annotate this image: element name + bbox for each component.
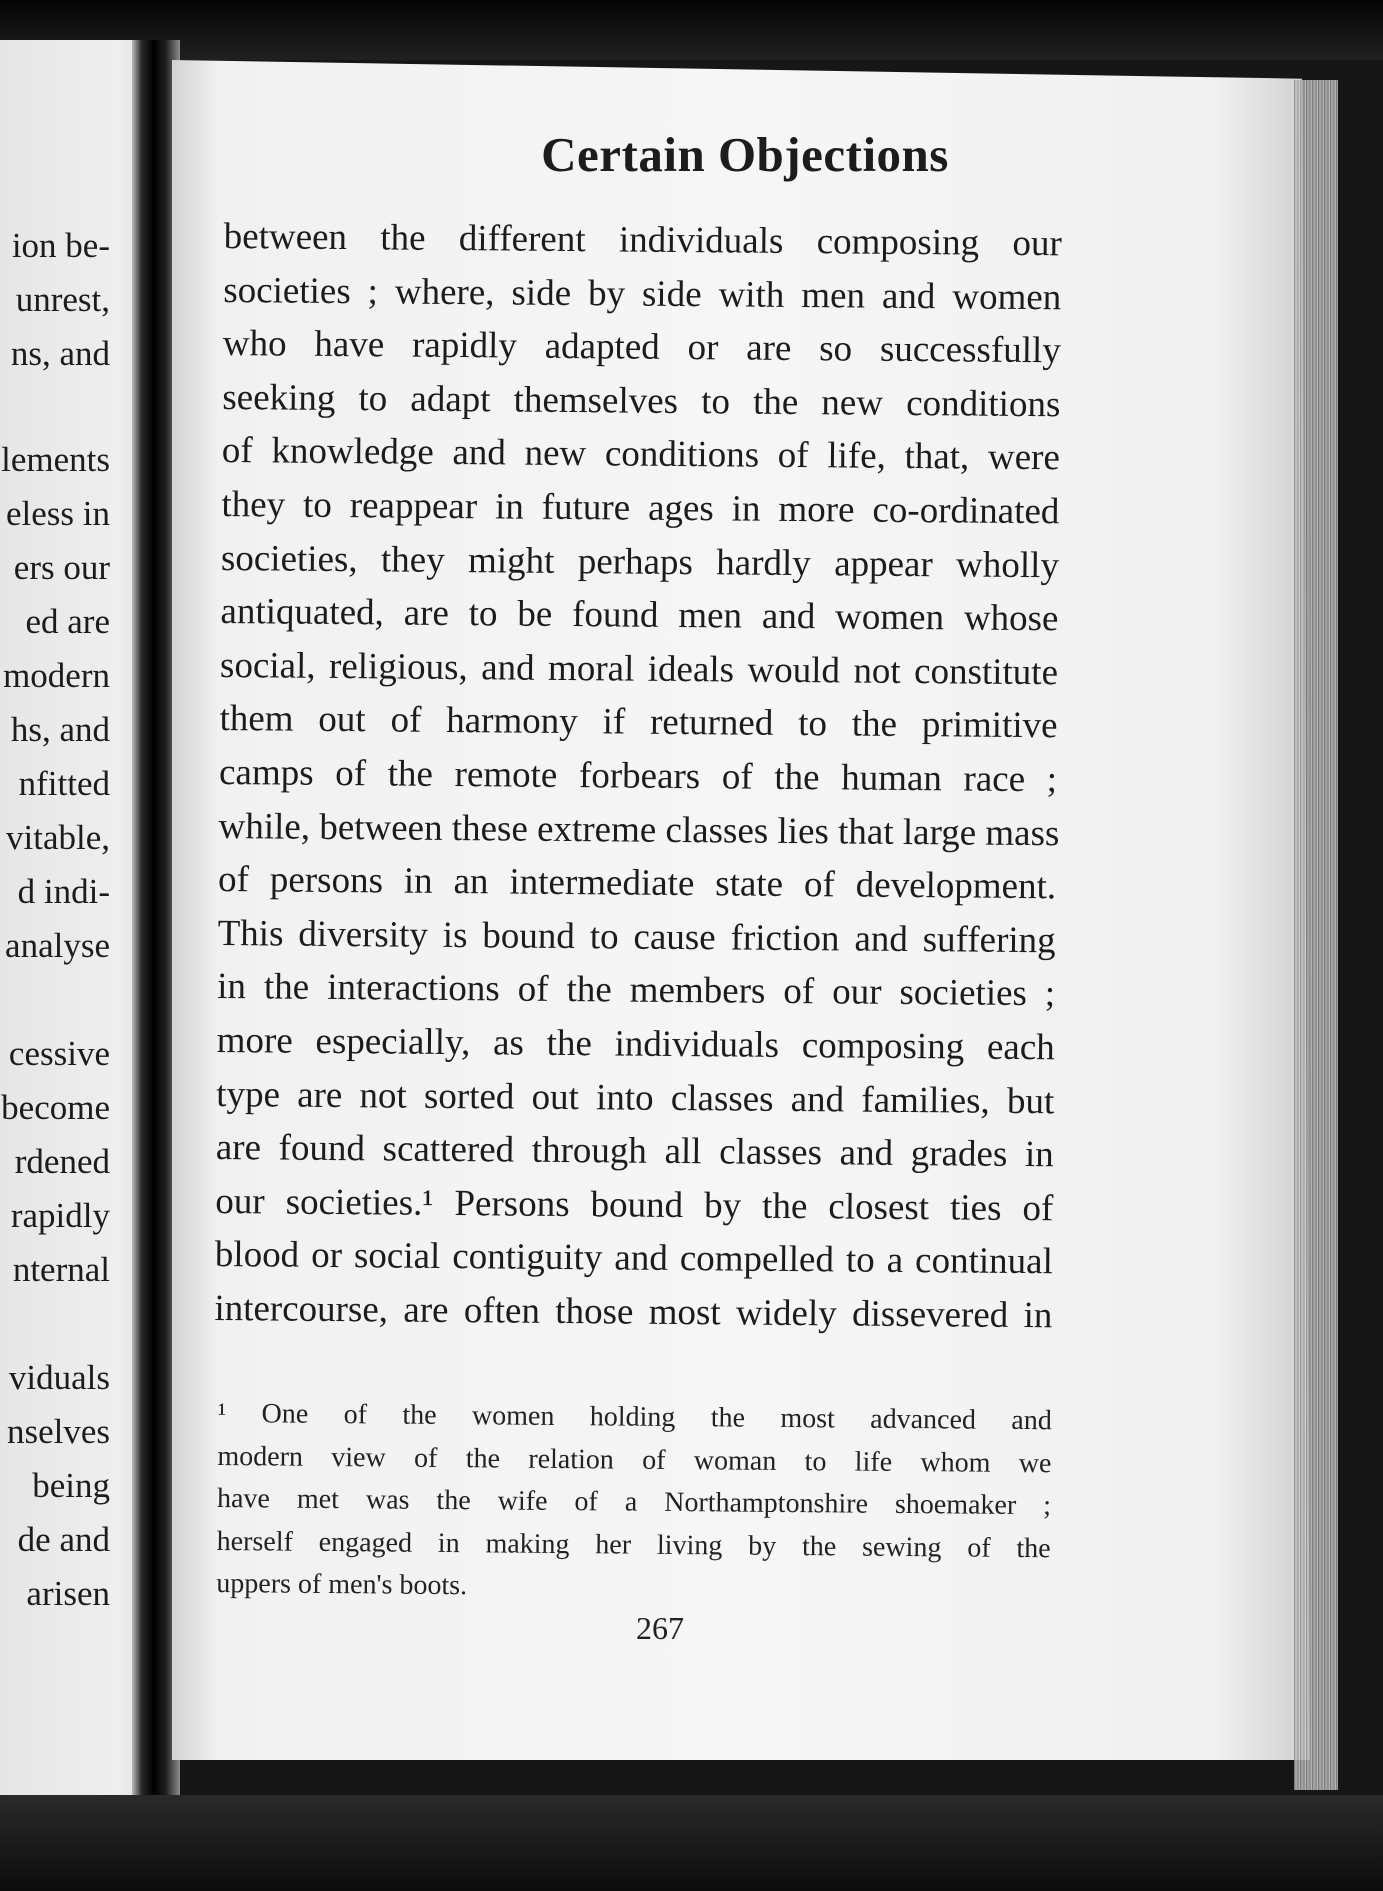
running-title: Certain Objections <box>541 127 949 182</box>
left-page-line: being <box>32 1466 110 1505</box>
left-page-line: eless in <box>5 494 110 533</box>
left-page-line: hs, and <box>10 710 110 749</box>
body-line: between the different individuals composing our <box>223 215 1062 265</box>
left-page-line: become <box>1 1088 110 1127</box>
left-page-line: ns, and <box>10 334 110 373</box>
left-page-line: cessive <box>8 1034 110 1073</box>
left-page-line: lements <box>1 440 110 479</box>
footnote-line: uppers of men's boots. <box>216 1567 468 1602</box>
page-edge-stack <box>1294 80 1338 1790</box>
body-line: societies, they might perhaps hardly appear wholly <box>220 537 1060 586</box>
left-page-line: nternal <box>12 1250 110 1289</box>
body-line: of persons in an intermediate state of development. <box>217 859 1057 908</box>
body-line: type are not sorted out into classes and families, but <box>216 1073 1055 1122</box>
body-line: antiquated, are to be found men and women whose <box>220 591 1059 640</box>
left-page-line: arisen <box>26 1574 110 1613</box>
scan-bottom-shadow <box>0 1795 1383 1891</box>
left-page-line: de and <box>17 1520 110 1559</box>
body-line: in the interactions of the members of our societies ; <box>217 966 1056 1015</box>
left-page-line: ion be- <box>11 226 110 265</box>
left-page-line: ers our <box>13 548 110 587</box>
footnote-line: have met was the wife of a Northamptonshire shoemaker ; <box>216 1482 1052 1522</box>
body-line: they to reappear in future ages in more co-ordinated <box>221 483 1060 533</box>
body-line: of knowledge and new conditions of life, that, were <box>221 430 1061 479</box>
left-page-line: analyse <box>5 926 110 965</box>
body-line: This diversity is bound to cause friction and suffering <box>217 912 1056 962</box>
left-page-line: vitable, <box>6 818 110 857</box>
body-line: social, religious, and moral ideals would not constitute <box>219 644 1059 694</box>
left-page-line: rapidly <box>10 1196 110 1235</box>
body-line: societies ; where, side by side with men and women <box>223 269 1062 318</box>
footnote-line: modern view of the relation of woman to life whom we <box>217 1440 1052 1479</box>
body-line: more especially, as the individuals composing each <box>216 1019 1055 1069</box>
left-page-line: viduals <box>8 1358 110 1397</box>
left-page-line: nselves <box>6 1412 110 1451</box>
left-page-text <box>0 40 110 1810</box>
footnote <box>216 1393 1052 1613</box>
footnote-line: ¹ One of the women holding the most advanced and <box>217 1397 1052 1437</box>
body-line: who have rapidly adapted or are so successfully <box>222 323 1061 372</box>
left-page-line: unrest, <box>15 280 110 319</box>
scan-top-shadow <box>0 0 1383 60</box>
body-line: them out of harmony if returned to the primitive <box>219 698 1058 747</box>
body-line: blood or social contiguity and compelled to a continual <box>214 1234 1054 1283</box>
body-line: seeking to adapt themselves to the new conditions <box>222 376 1061 426</box>
body-line: are found scattered through all classes and grades in <box>215 1127 1054 1176</box>
left-page-line: modern <box>3 656 110 695</box>
left-page-line: ed are <box>25 602 110 641</box>
left-page-line: nfitted <box>18 764 110 803</box>
page-number: 267 <box>636 1610 684 1646</box>
body-line: while, between these extreme classes lies that large mass <box>218 805 1060 854</box>
body-line: camps of the remote forbears of the human race ; <box>218 751 1058 801</box>
left-page-line: rdened <box>14 1142 110 1181</box>
left-page-line: d indi- <box>17 872 110 911</box>
footnote-line: herself engaged in making her living by the sewing of the <box>216 1525 1051 1564</box>
body-line: intercourse, are often those most widely dissevered in <box>214 1287 1053 1337</box>
body-line: our societies.¹ Persons bound by the closest ties of <box>215 1180 1054 1229</box>
body-text <box>214 210 1062 1343</box>
